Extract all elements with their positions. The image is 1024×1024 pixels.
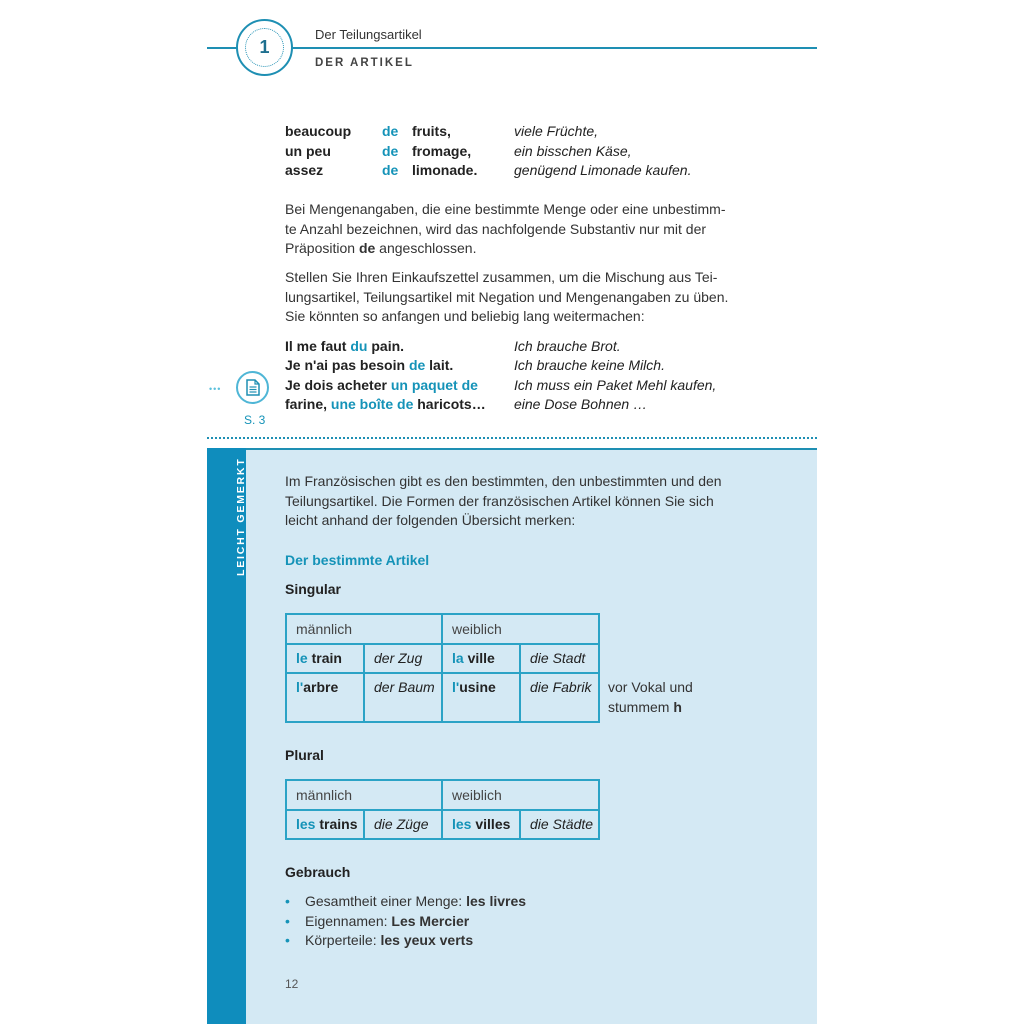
header-feminine: weiblich xyxy=(442,614,599,644)
usage-heading: Gebrauch xyxy=(285,864,351,880)
dotted-separator xyxy=(207,437,817,439)
list-item: • Körperteile: les yeux verts xyxy=(285,931,526,951)
article-cell: l'usine xyxy=(442,673,520,722)
table-header-row xyxy=(286,780,599,810)
paragraph-line: Stellen Sie Ihren Einkaufszettel zusammen, um die Mischung aus Tei- xyxy=(285,269,718,285)
example-translation: eine Dose Bohnen … xyxy=(514,396,648,412)
paragraph-line: leicht anhand der folgenden Übersicht merken: xyxy=(285,512,576,528)
paragraph-line: Teilungsartikel. Die Formen der französischen Artikel können Sie sich xyxy=(285,492,714,509)
header-masculine: männlich xyxy=(286,780,442,810)
example-translation: Ich brauche keine Milch. xyxy=(514,357,665,373)
qty-translation: ein bisschen Käse, xyxy=(514,143,632,159)
list-item: • Gesamtheit einer Menge: les livres xyxy=(285,892,526,912)
example-french: Il me faut du pain. xyxy=(285,338,405,354)
box-intro xyxy=(285,472,785,531)
vowel-note: vor Vokal und xyxy=(608,679,693,695)
header-rule xyxy=(207,47,817,49)
qty-noun: fromage, xyxy=(412,143,472,159)
article-cell: l'arbre xyxy=(286,673,364,722)
example-french: Je dois acheter un paquet de xyxy=(285,377,478,393)
translation-cell: der Zug xyxy=(364,644,442,673)
paragraph-line: Sie könnten so anfangen und beliebig lang weitermachen: xyxy=(285,308,645,324)
header-title: Der Teilungsartikel xyxy=(315,27,422,42)
example-french: farine, une boîte de haricots… xyxy=(285,396,486,412)
qty-de: de xyxy=(382,123,399,139)
qty-word: un peu xyxy=(285,143,331,159)
dots-icon: ••• xyxy=(209,384,222,394)
paragraph-line: Bei Mengenangaben, die eine bestimmte Menge oder eine unbestimm- xyxy=(285,201,726,217)
page-reference[interactable]: S. 3 xyxy=(244,413,266,427)
translation-cell: die Züge xyxy=(364,810,442,839)
article-cell: la ville xyxy=(442,644,520,673)
qty-de: de xyxy=(382,143,399,159)
paragraph-line: te Anzahl bezeichnen, wird das nachfolgende Substantiv nur mit der xyxy=(285,220,707,237)
document-icon[interactable] xyxy=(236,371,269,404)
header-masculine: männlich xyxy=(286,614,442,644)
table-row xyxy=(286,810,599,839)
page-number: 12 xyxy=(285,977,299,991)
example-french: Je n'ai pas besoin de lait. xyxy=(285,357,454,373)
plural-heading: Plural xyxy=(285,747,324,763)
sidebar-label: LEICHT GEMERKT xyxy=(235,457,247,576)
header-subtitle: DER ARTIKEL xyxy=(315,57,414,69)
vowel-note: stummem h xyxy=(608,699,682,715)
paragraph-line: lungsartikel, Teilungsartikel mit Negation und Mengenangaben zu üben. xyxy=(285,288,729,305)
table-row xyxy=(286,673,599,722)
translation-cell: die Städte xyxy=(520,810,599,839)
article-cell: les trains xyxy=(286,810,364,839)
example-translation: Ich muss ein Paket Mehl kaufen, xyxy=(514,377,717,393)
translation-cell: die Fabrik xyxy=(520,673,599,722)
chapter-badge xyxy=(236,19,293,76)
qty-de: de xyxy=(382,162,399,178)
qty-word: assez xyxy=(285,162,324,178)
translation-cell: die Stadt xyxy=(520,644,599,673)
singular-heading: Singular xyxy=(285,581,342,597)
plural-table xyxy=(285,779,600,840)
qty-noun: fruits, xyxy=(412,123,451,139)
chapter-number: 1 xyxy=(245,28,284,67)
paragraph-quantities xyxy=(285,200,755,259)
qty-translation: viele Früchte, xyxy=(514,123,599,139)
table-header-row xyxy=(286,614,599,644)
translation-cell: der Baum xyxy=(364,673,442,722)
paragraph-line: Im Französischen gibt es den bestimmten, den unbestimmten und den xyxy=(285,473,722,489)
qty-noun: limonade. xyxy=(412,162,478,178)
qty-word: beaucoup xyxy=(285,123,352,139)
example-translation: Ich brauche Brot. xyxy=(514,338,621,354)
article-cell: le train xyxy=(286,644,364,673)
paragraph-line: Präposition de angeschlossen. xyxy=(285,240,477,256)
article-cell: les villes xyxy=(442,810,520,839)
section-heading: Der bestimmte Artikel xyxy=(285,552,430,568)
header-feminine: weiblich xyxy=(442,780,599,810)
singular-table xyxy=(285,613,600,723)
list-item: • Eigennamen: Les Mercier xyxy=(285,912,526,932)
paragraph-shopping-list xyxy=(285,268,755,327)
usage-list xyxy=(285,892,526,951)
table-row xyxy=(286,644,599,673)
qty-translation: genügend Limonade kaufen. xyxy=(514,162,692,178)
